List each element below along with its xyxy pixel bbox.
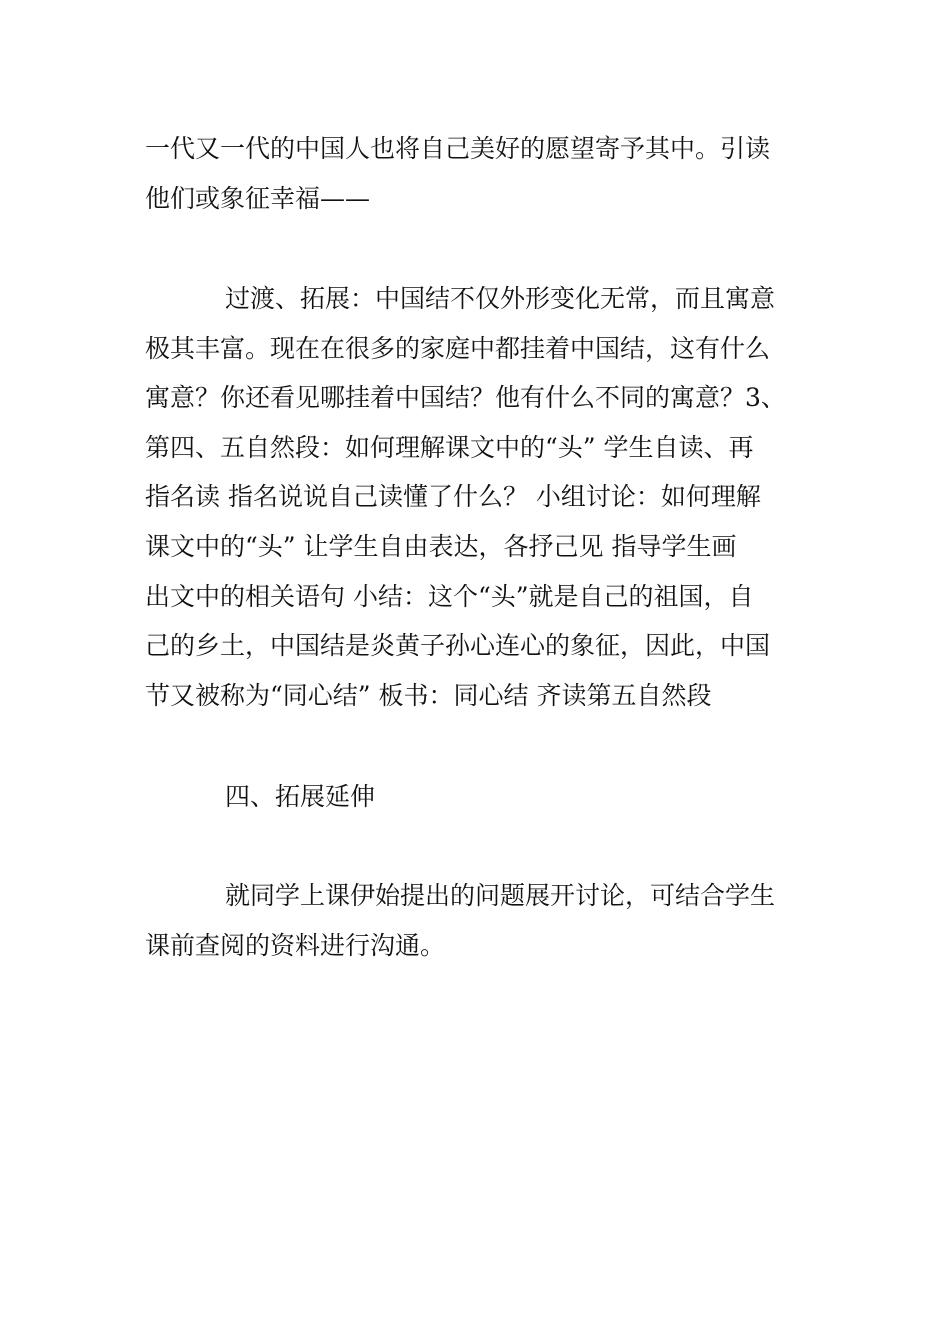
text-line: 极其丰富。现在在很多的家庭中都挂着中国结，这有什么 (145, 333, 771, 363)
text-line: 节又被称为“同心结” 板书：同心结 齐读第五自然段 (145, 680, 712, 710)
paragraph-transition (145, 274, 805, 720)
text-line: 课文中的“头” 让学生自由表达，各抒己见 指导学生画 (145, 531, 737, 561)
paragraph-intro (145, 124, 805, 223)
paragraph-discussion (145, 871, 805, 970)
text-line: 指名读 指名说说自己读懂了什么？ 小组讨论：如何理解 (145, 482, 761, 512)
text-line: 出文中的相关语句 小结：这个“头”就是自己的祖国，自 (145, 581, 754, 611)
text-line: 寓意？你还看见哪挂着中国结？他有什么不同的寓意？3、 (145, 383, 786, 413)
text-line: 一代又一代的中国人也将自己美好的愿望寄予其中。引读 (145, 134, 771, 163)
text-line: 第四、五自然段：如何理解课文中的“头” 学生自读、再 (145, 432, 754, 462)
text-line: 他们或象征幸福—— (145, 183, 371, 213)
heading-line: 四、拓展延伸 (225, 782, 376, 811)
text-line: 课前查阅的资料进行沟通。 (145, 930, 446, 960)
text-line: 就同学上课伊始提出的问题展开讨论，可结合学生 (225, 881, 776, 910)
section-heading (145, 772, 805, 822)
text-line: 己的乡土，中国结是炎黄子孙心连心的象征，因此，中国 (145, 631, 771, 661)
text-line: 过渡、拓展：中国结不仅外形变化无常，而且寓意 (225, 284, 776, 313)
